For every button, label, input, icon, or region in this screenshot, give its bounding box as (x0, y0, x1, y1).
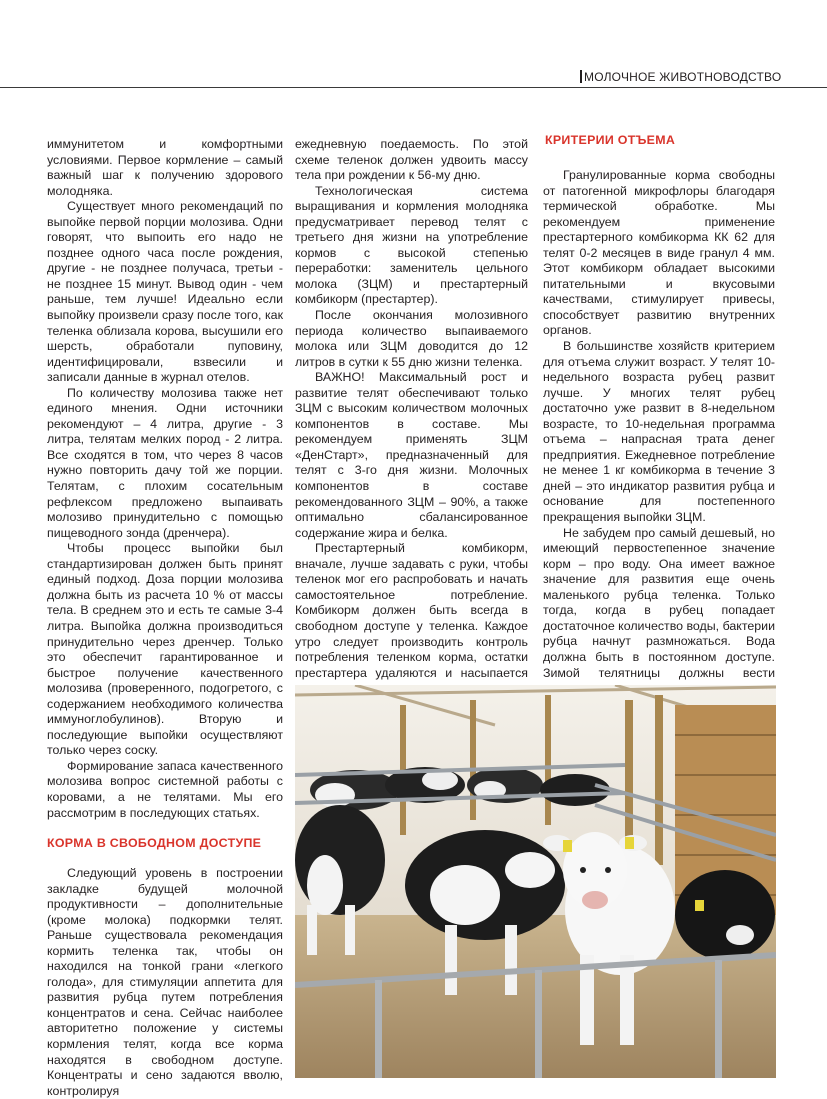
paragraph: ВАЖНО! Максимальный рост и развитие телят обеспечивают только ЗЦМ с высоким количеством молочных компонентов в составе. Мы рекомендуем применять ЗЦМ «ДенСтарт», предназначенный для телят с 3-го дня жизни. Молочных компонентов в составе рекомендованного ЗЦМ – 90%, а также оптимально сбалансированное содержание жира и белка. (295, 370, 528, 540)
column-1 (47, 137, 283, 821)
paragraph: Следующий уровень в построении закладке будущей молочной продуктивности – дополнительные (кроме молока) подкормки телят. Раньше существовала рекомендация кормить теленка так, чтобы он находился на тонкой грани «легкого голода», для стимуляции аппетита для развития рубца путем потребления концентратов и сена. Сейчас наиболее авторитетно положение у системы кормления телят, когда все корма находятся в свободном доступе. Концентраты и сено задаются вволю, контролируя (47, 866, 283, 1098)
header-bar (580, 70, 582, 83)
column-3 (543, 168, 775, 712)
paragraph: По количеству молозива также нет единого мнения. Одни источники рекомендуют – 4 литра, другие - 3 литра, телятам мелких пород - 2 литра. Все сходятся в том, что через 8 часов нужно повторить дачу той же порции. Телятам, с плохим сосательным рефлексом предложено выпаивать молозиво принудительно с помощью пищеводного зонда (дренчера). (47, 385, 283, 540)
section-title-weaning-criteria: КРИТЕРИИ ОТЪЕМА (545, 133, 676, 147)
paragraph: Существует много рекомендаций по выпойке первой порции молозива. Одни говорят, что выпоить его надо не позднее одного часа после рождения, другие - не позднее получаса, третьи - не позднее 15 минут. Вывод один - чем раньше, тем лучше! Идеально если выпойку произвели сразу после того, как теленка облизала корова, высушили его шерсть, обработали пуповину, идентифицировали, взвесили и записали данные в журнал отелов. (47, 199, 283, 385)
calves-photo-illustration (295, 685, 776, 1078)
paragraph: Формирование запаса качественного молозива вопрос системной работы с коровами, а не телятами. Мы его рассмотрим в последующих статьях. (47, 758, 283, 820)
paragraph: Технологическая система выращивания и кормления молодняка предусматривает перевод телят с третьего дня жизни на употребление кормов с высокой степенью переработки: заменитель цельного молока (ЗЦМ) и престартерный комбикорм (престартер). (295, 183, 528, 307)
paragraph: Не забудем про самый дешевый, но имеющий первостепенное значение корм – про воду. Она имеет важное значение для развития еще очень маленького рубца теленка. Только тогда, когда в рубец попадает достаточное количество воды, бактерии рубца начнут размножаться. Вода должна быть в постоянном доступе. Зимой телятницы должны вести (543, 525, 775, 680)
paragraph: В большинстве хозяйств критерием для отъема служит возраст. У телят 10-недельного возраста рубец развит лучше. У многих телят рубец достаточно уже развит в 8-недельном возрасте, то 10-недельная программа отъема – напрасная трата денег предприятия. Ежедневное потребление не менее 1 кг комбикорма в течение 3 дней – это индикатор развития рубца и основание для постепенного прекращения выпойки ЗЦМ. (543, 339, 775, 525)
paragraph: Престартерный комбикорм, вначале, лучше задавать с руки, чтобы теленок мог его распробовать и начать самостоятельное потребление. Комбикорм должен быть всегда в свободном доступе у теленка. Каждое утро следует производить контроль потребления теленком корма, остатки престартера удаляются и насыпается (295, 541, 528, 680)
column-1-continued (47, 866, 283, 1099)
paragraph: Гранулированные корма свободны от патогенной микрофлоры благодаря термической обработке. Мы рекомендуем применение престартерного комбикорма КК 62 для телят 0-2 месяцев в виде гранул 4 мм. Этот комбикорм обладает высокими питательными и вкусовыми качествами, стимулирует привесы, способствует развитию внутренних органов. (543, 168, 775, 338)
column-2 (295, 137, 528, 697)
calves-photo (295, 685, 776, 1078)
paragraph: Чтобы процесс выпойки был стандартизирован должен быть принят единый подход. Доза порции молозива должна быть из расчета 10 % от массы тела. В среднем это и есть те самые 3-4 литра. Выпойка должна производиться принудительно через дренчер. Только это обеспечит гарантированное и быстрое получение качественного молозива (проверенного, подогретого, с содержанием необходимого количества иммуноглобулинов). Вторую и последующие выпойки осуществляют только через соску. (47, 541, 283, 758)
paragraph: иммунитетом и комфортными условиями. Первое кормление – самый важный шаг к получению здорового молодняка. (47, 137, 283, 198)
paragraph: После окончания молозивного периода количество выпаиваемого молока или ЗЦМ доводится до 12 литров в сутки к 55 дню жизни теленка. (295, 308, 528, 369)
section-title-free-access: КОРМА В СВОБОДНОМ ДОСТУПЕ (47, 836, 262, 850)
header-section-label: МОЛОЧНОЕ ЖИВОТНОВОДСТВО (584, 70, 782, 84)
header-rule (0, 87, 827, 88)
paragraph: ежедневную поедаемость. По этой схеме теленок должен удвоить массу тела при рождении к 56-му дню. (295, 137, 528, 183)
header-section-title (580, 70, 781, 84)
